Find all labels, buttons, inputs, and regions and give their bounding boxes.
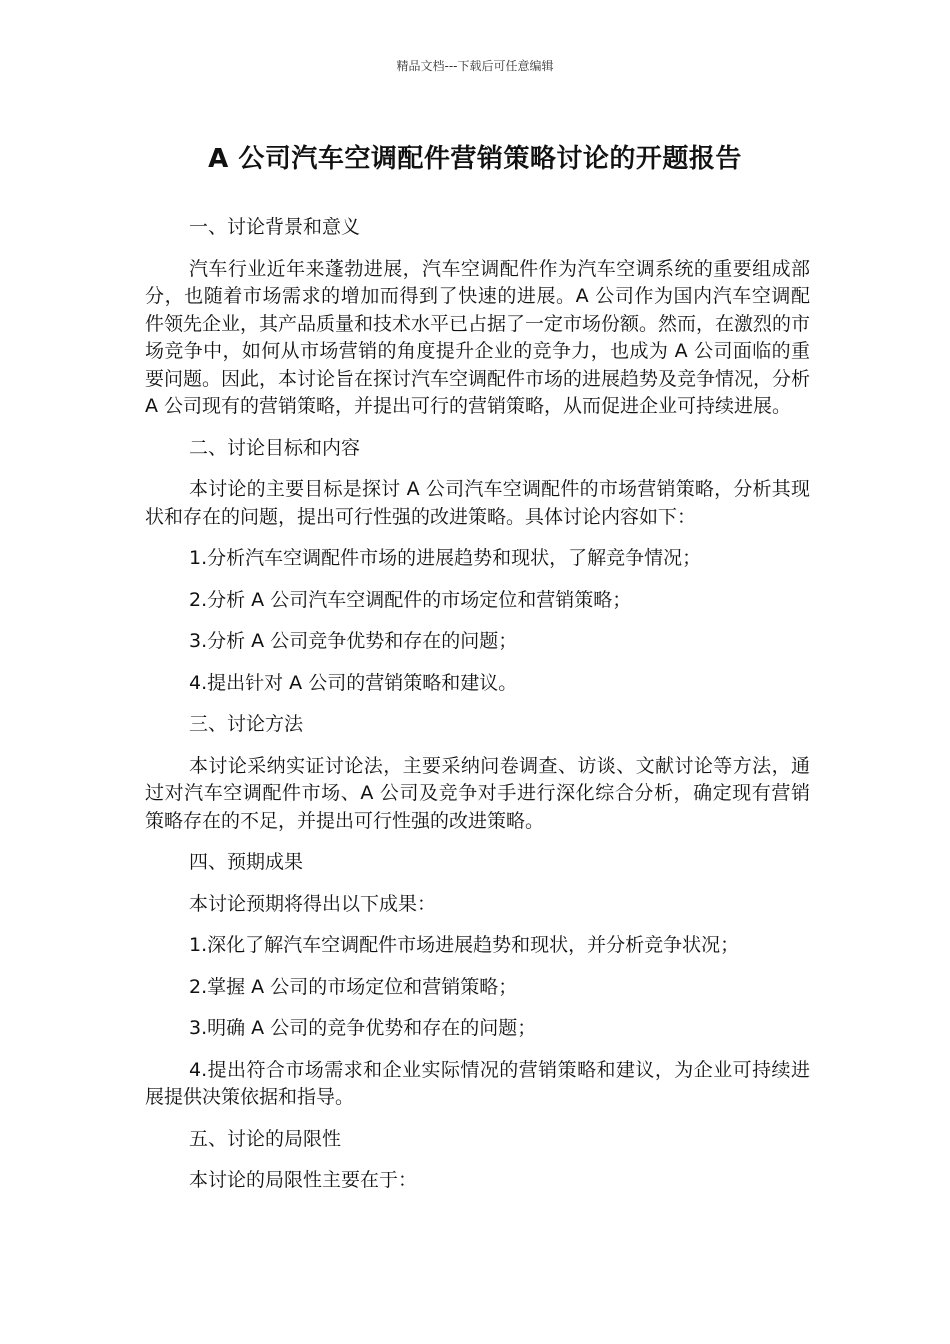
list-item-goal-2: 2.分析 A 公司汽车空调配件的市场定位和营销策略；	[189, 588, 632, 611]
header-note: 精品文档---下载后可任意编辑	[396, 59, 554, 73]
list-item-outcome-1: 1.深化了解汽车空调配件市场进展趋势和现状，并分析竞争状况；	[189, 934, 740, 956]
list-item-goal-4: 4.提出针对 A 公司的营销策略和建议。	[189, 671, 518, 694]
section-heading-outcomes: 四、预期成果	[189, 851, 304, 873]
list-item-outcome-4: 4.提出符合市场需求和企业实际情况的营销策略和建议，为企业可持续进展提供决策依据和指导。	[145, 1058, 810, 1108]
document-body	[145, 214, 810, 1209]
section-heading-limitations: 五、讨论的局限性	[189, 1127, 342, 1150]
paragraph-outcomes-intro: 本讨论预期将得出以下成果：	[189, 892, 437, 915]
paragraph-goals: 本讨论的主要目标是探讨 A 公司汽车空调配件的市场营销策略，分析其现状和存在的问题，提出可行性强的改进策略。具体讨论内容如下：	[145, 478, 810, 528]
list-item-goal-1: 1.分析汽车空调配件市场的进展趋势和现状，了解竞争情况；	[189, 547, 702, 569]
paragraph-background: 汽车行业近年来蓬勃进展，汽车空调配件作为汽车空调系统的重要组成部分，也随着市场需求的增加而得到了快速的进展。A 公司作为国内汽车空调配件领先企业，其产品质量和技术水平已占据了一定市场份额。然而，在激烈的市场竞争中，如何从市场营销的角度提升企业的竞争力，也成为 A 公司面临的重要问题。因此，本讨论旨在探讨汽车空调配件市场的进展趋势及竞争情况，分析 A 公司现有的营销策略，并提出可行的营销策略，从而促进企业可持续进展。	[145, 257, 811, 417]
list-item-outcome-2: 2.掌握 A 公司的市场定位和营销策略；	[189, 975, 518, 998]
paragraph-methods: 本讨论采纳实证讨论法，主要采纳问卷调查、访谈、文献讨论等方法，通过对汽车空调配件市场、A 公司及竞争对手进行深化综合分析，确定现有营销策略存在的不足，并提出可行性强的改进策略。	[145, 754, 810, 832]
list-item-outcome-3: 3.明确 A 公司的竞争优势和存在的问题；	[189, 1017, 537, 1039]
document-title: A 公司汽车空调配件营销策略讨论的开题报告	[208, 144, 742, 174]
section-heading-background: 一、讨论背景和意义	[189, 216, 361, 238]
section-heading-goals: 二、讨论目标和内容	[189, 436, 361, 459]
list-item-goal-3: 3.分析 A 公司竞争优势和存在的问题；	[189, 630, 518, 652]
section-heading-methods: 三、讨论方法	[189, 713, 304, 735]
paragraph-limitations-intro: 本讨论的局限性主要在于：	[189, 1169, 418, 1191]
